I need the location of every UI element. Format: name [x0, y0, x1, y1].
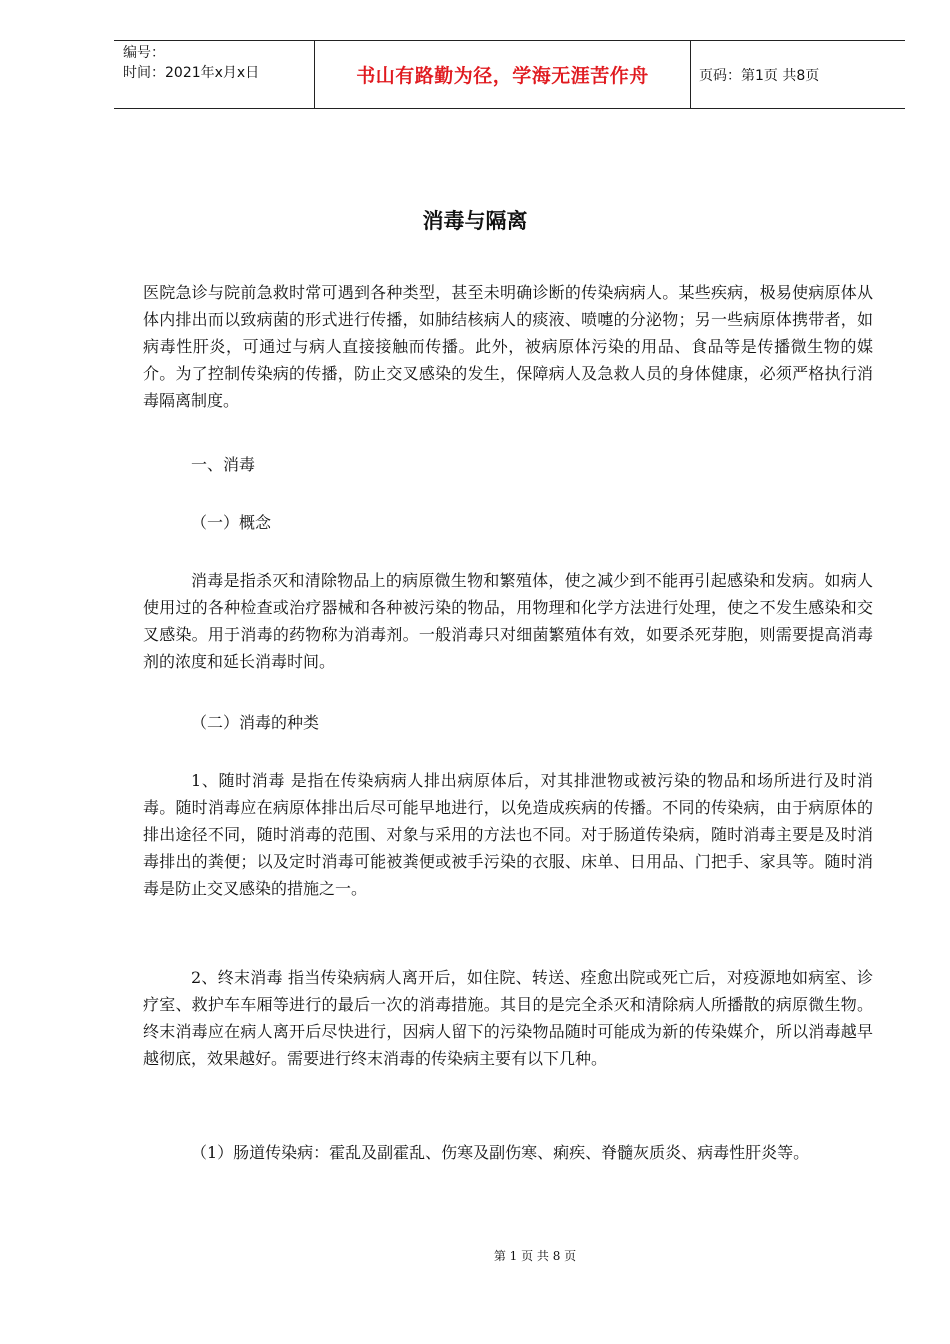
page-header — [114, 40, 905, 109]
list-item-intestinal: （1）肠道传染病：霍乱及副霍乱、伤寒及副伤寒、痢疾、脊髓灰质炎、病毒性肝炎等。 — [191, 1143, 810, 1162]
time-label: 时间：2021年x月x日 — [123, 65, 260, 81]
header-page-info: 页码：第1页 共8页 — [699, 67, 820, 84]
subsection-heading-concept: （一）概念 — [191, 513, 272, 532]
subsection-heading-types: （二）消毒的种类 — [191, 713, 320, 732]
concept-paragraph: 消毒是指杀灭和清除物品上的病原微生物和繁殖体，使之减少到不能再引起感染和发病。如病人使用过的各种检查或治疗器械和各种被污染的物品，用物理和化学方法进行处理，使之不发生感染和交叉感染。用于消毒的药物称为消毒剂。一般消毒只对细菌繁殖体有效，如要杀死芽胞，则需要提高消毒剂的浓度和延长消毒时间。 — [143, 571, 873, 671]
section-heading-disinfection: 一、消毒 — [191, 455, 256, 474]
type-terminal-paragraph: 2、终末消毒 指当传染病病人离开后，如住院、转送、痊愈出院或死亡后，对疫源地如病室、诊疗室、救护车车厢等进行的最后一次的消毒措施。其目的是完全杀灭和清除病人所播散的病原微生物。终末消毒应在病人离开后尽快进行，因病人留下的污染物品随时可能成为新的传染媒介，所以消毒越早越彻底，效果越好。需要进行终末消毒的传染病主要有以下几种。 — [143, 968, 873, 1068]
header-meta — [114, 41, 315, 108]
page-footer: 第 1 页 共 8 页 — [493, 1249, 577, 1263]
header-motto: 书山有路勤为径，学海无涯苦作舟 — [315, 41, 691, 108]
document-title: 消毒与隔离 — [422, 209, 528, 233]
serial-number-label: 编号： — [123, 45, 165, 61]
type-concurrent-paragraph: 1、随时消毒 是指在传染病病人排出病原体后，对其排泄物或被污染的物品和场所进行及时消毒。随时消毒应在病原体排出后尽可能早地进行，以免造成疾病的传播。不同的传染病，由于病原体的排出途径不同，随时消毒的范围、对象与采用的方法也不同。对于肠道传染病，随时消毒主要是及时消毒排出的粪便；以及定时消毒可能被粪便或被手污染的衣服、床单、日用品、门把手、家具等。随时消毒是防止交叉感染的措施之一。 — [143, 771, 873, 898]
intro-paragraph: 医院急诊与院前急救时常可遇到各种类型，甚至未明确诊断的传染病病人。某些疾病，极易使病原体从体内排出而以致病菌的形式进行传播，如肺结核病人的痰液、喷嚏的分泌物；另一些病原体携带者，如病毒性肝炎，可通过与病人直接接触而传播。此外，被病原体污染的用品、食品等是传播微生物的媒介。为了控制传染病的传播，防止交叉感染的发生，保障病人及急救人员的身体健康，必须严格执行消毒隔离制度。 — [143, 283, 873, 410]
